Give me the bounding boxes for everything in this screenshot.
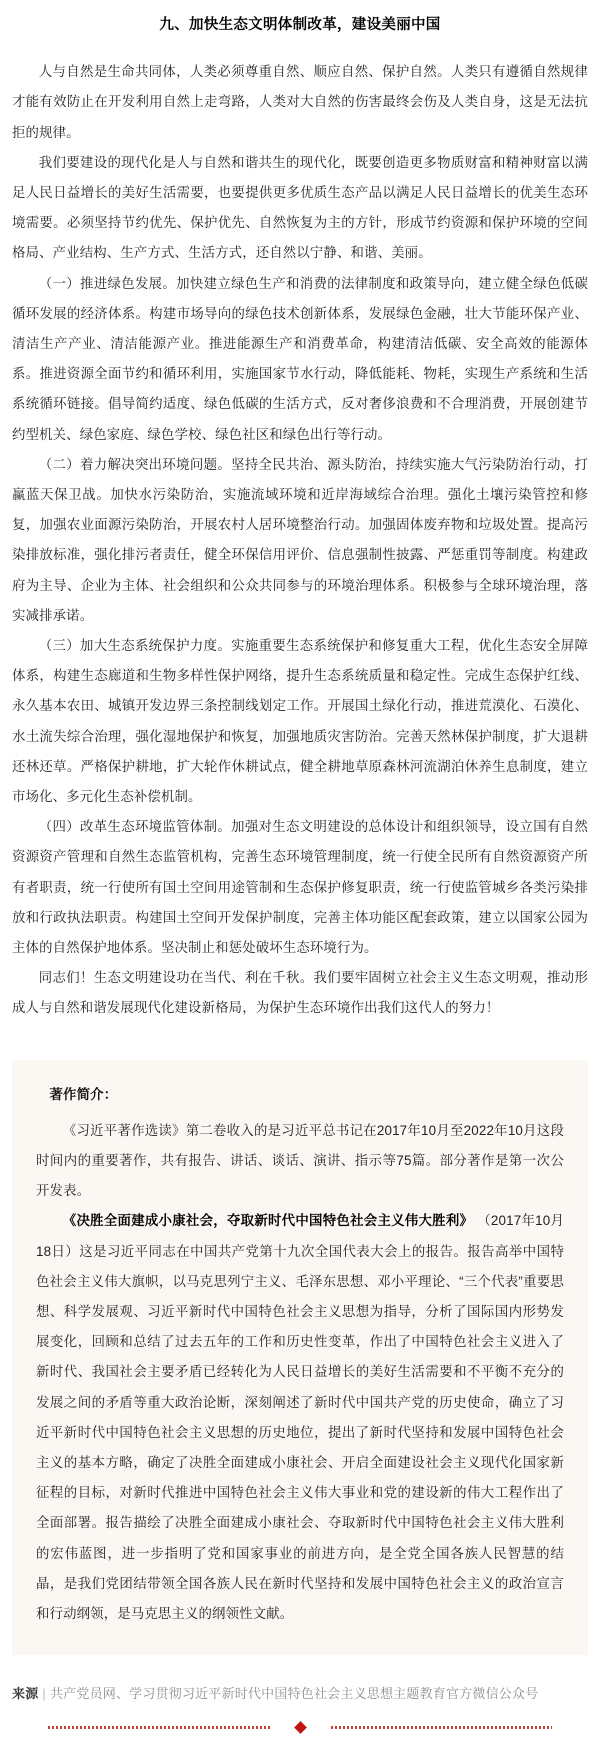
work-introduction-box: [12, 1060, 588, 1655]
dotted-rule-right: [331, 1726, 553, 1729]
source-separator: |: [42, 1686, 46, 1702]
work-entry-description: （2017年10月18日）这是习近平同志在中国共产党第十九次全国代表大会上的报告。报告高举中国特色社会主义伟大旗帜，以马克思列宁主义、毛泽东思想、邓小平理论、“三个代表”重要思想、科学发展观、习近平新时代中国特色社会主义思想为指导，分析了国际国内形势发展变化，回顾和总结了过去五年的工作和历史性变革，作出了中国特色社会主义进入了新时代、我国社会主要矛盾已经转化为人民日益增长的美好生活需要和不平衡不充分的发展之间的矛盾等重大政治论断，深刻阐述了新时代中国共产党的历史使命，确立了习近平新时代中国特色社会主义思想的历史地位，提出了新时代坚持和发展中国特色社会主义的基本方略，确定了决胜全面建成小康社会、开启全面建设社会主义现代化国家新征程的目标，对新时代推进中国特色社会主义伟大事业和党的建设新的伟大工程作出了全面部署。报告描绘了决胜全面建成小康社会、夺取新时代中国特色社会主义伟大胜利的宏伟蓝图，进一步指明了党和国家事业的前进方向，是全党全国各族人民智慧的结晶，是我们党团结带领全国各族人民在新时代坚持和发展中国特色社会主义的政治宣言和行动纲领，是马克思主义的纲领性文献。: [36, 1213, 564, 1621]
work-introduction-heading: 著作简介：: [49, 1086, 118, 1102]
body-paragraph: （四）改革生态环境监管体制。加强对生态文明建设的总体设计和组织领导，设立国有自然资源资产管理和自然生态监管机构，完善生态环境管理制度，统一行使全民所有自然资源资产所有者职责，统一行使所有国土空间用途管制和生态保护修复职责，统一行使监管城乡各类污染排放和行政执法职责。构建国土空间开发保护制度，完善主体功能区配套政策，建立以国家公园为主体的自然保护地体系。坚决制止和惩处破坏生态环境行为。: [12, 819, 588, 956]
footer-ornament: [12, 1707, 588, 1746]
body-paragraph: 我们要建设的现代化是人与自然和谐共生的现代化，既要创造更多物质财富和精神财富以满足人民日益增长的美好生活需要，也要提供更多优质生态产品以满足人民日益增长的优美生态环境需要。必须坚持节约优先、保护优先、自然恢复为主的方针，形成节约资源和保护环境的空间格局、产业结构、生产方式、生活方式，还自然以宁静、和谐、美丽。: [12, 154, 588, 261]
closing-paragraph: 同志们！生态文明建设功在当代、利在千秋。我们要牢固树立社会主义生态文明观，推动形成人与自然和谐发展现代化建设新格局，为保护生态环境作出我们这代人的努力！: [12, 970, 588, 1016]
dotted-rule-left: [48, 1726, 270, 1729]
work-entry-title: 《决胜全面建成小康社会，夺取新时代中国特色社会主义伟大胜利》: [62, 1213, 474, 1229]
work-introduction-paragraph: 《习近平著作选读》第二卷收入的是习近平总书记在2017年10月至2022年10月这段时间内的重要著作，共有报告、讲话、谈话、演讲、指示等75篇。部分著作是第一次公开发表。: [36, 1122, 564, 1199]
diamond-icon: [294, 1721, 307, 1734]
source-line: [12, 1681, 588, 1707]
body-paragraph: （一）推进绿色发展。加快建立绿色生产和消费的法律制度和政策导向，建立健全绿色低碳循环发展的经济体系。构建市场导向的绿色技术创新体系，发展绿色金融，壮大节能环保产业、清洁生产产业、清洁能源产业。推进能源生产和消费革命，构建清洁低碳、安全高效的能源体系。推进资源全面节约和循环利用，实施国家节水行动，降低能耗、物耗，实现生产系统和生活系统循环链接。倡导简约适度、绿色低碳的生活方式，反对奢侈浪费和不合理消费，开展创建节约型机关、绿色家庭、绿色学校、绿色社区和绿色出行等行动。: [12, 275, 588, 442]
body-paragraph: （三）加大生态系统保护力度。实施重要生态系统保护和修复重大工程，优化生态安全屏障体系，构建生态廊道和生物多样性保护网络，提升生态系统质量和稳定性。完成生态保护红线、永久基本农田、城镇开发边界三条控制线划定工作。开展国土绿化行动，推进荒漠化、石漠化、水土流失综合治理，强化湿地保护和恢复，加强地质灾害防治。完善天然林保护制度，扩大退耕还林还草。严格保护耕地，扩大轮作休耕试点，健全耕地草原森林河流湖泊休养生息制度，建立市场化、多元化生态补偿机制。: [12, 638, 588, 805]
source-value: 共产党员网、学习贯彻习近平新时代中国特色社会主义思想主题教育官方微信公众号: [49, 1686, 539, 1702]
article-body: [0, 47, 600, 1024]
work-entry-paragraph: [36, 1206, 564, 1629]
body-paragraph: 人与自然是生命共同体，人类必须尊重自然、顺应自然、保护自然。人类只有遵循自然规律才能有效防止在开发利用自然上走弯路，人类对大自然的伤害最终会伤及人类自身，这是无法抗拒的规律。: [12, 64, 588, 140]
page-title: 九、加快生态文明体制改革，建设美丽中国: [159, 17, 441, 33]
page-footer: [0, 1655, 600, 1746]
body-paragraph: （二）着力解决突出环境问题。坚持全民共治、源头防治，持续实施大气污染防治行动，打赢蓝天保卫战。加快水污染防治，实施流域环境和近岸海域综合治理。强化土壤污染管控和修复，加强农业面源污染防治，开展农村人居环境整治行动。加强固体废弃物和垃圾处置。提高污染排放标准，强化排污者责任，健全环保信用评价、信息强制性披露、严惩重罚等制度。构建政府为主导、企业为主体、社会组织和公众共同参与的环境治理体系。积极参与全球环境治理，落实减排承诺。: [12, 456, 588, 623]
source-label: 来源: [12, 1686, 39, 1702]
